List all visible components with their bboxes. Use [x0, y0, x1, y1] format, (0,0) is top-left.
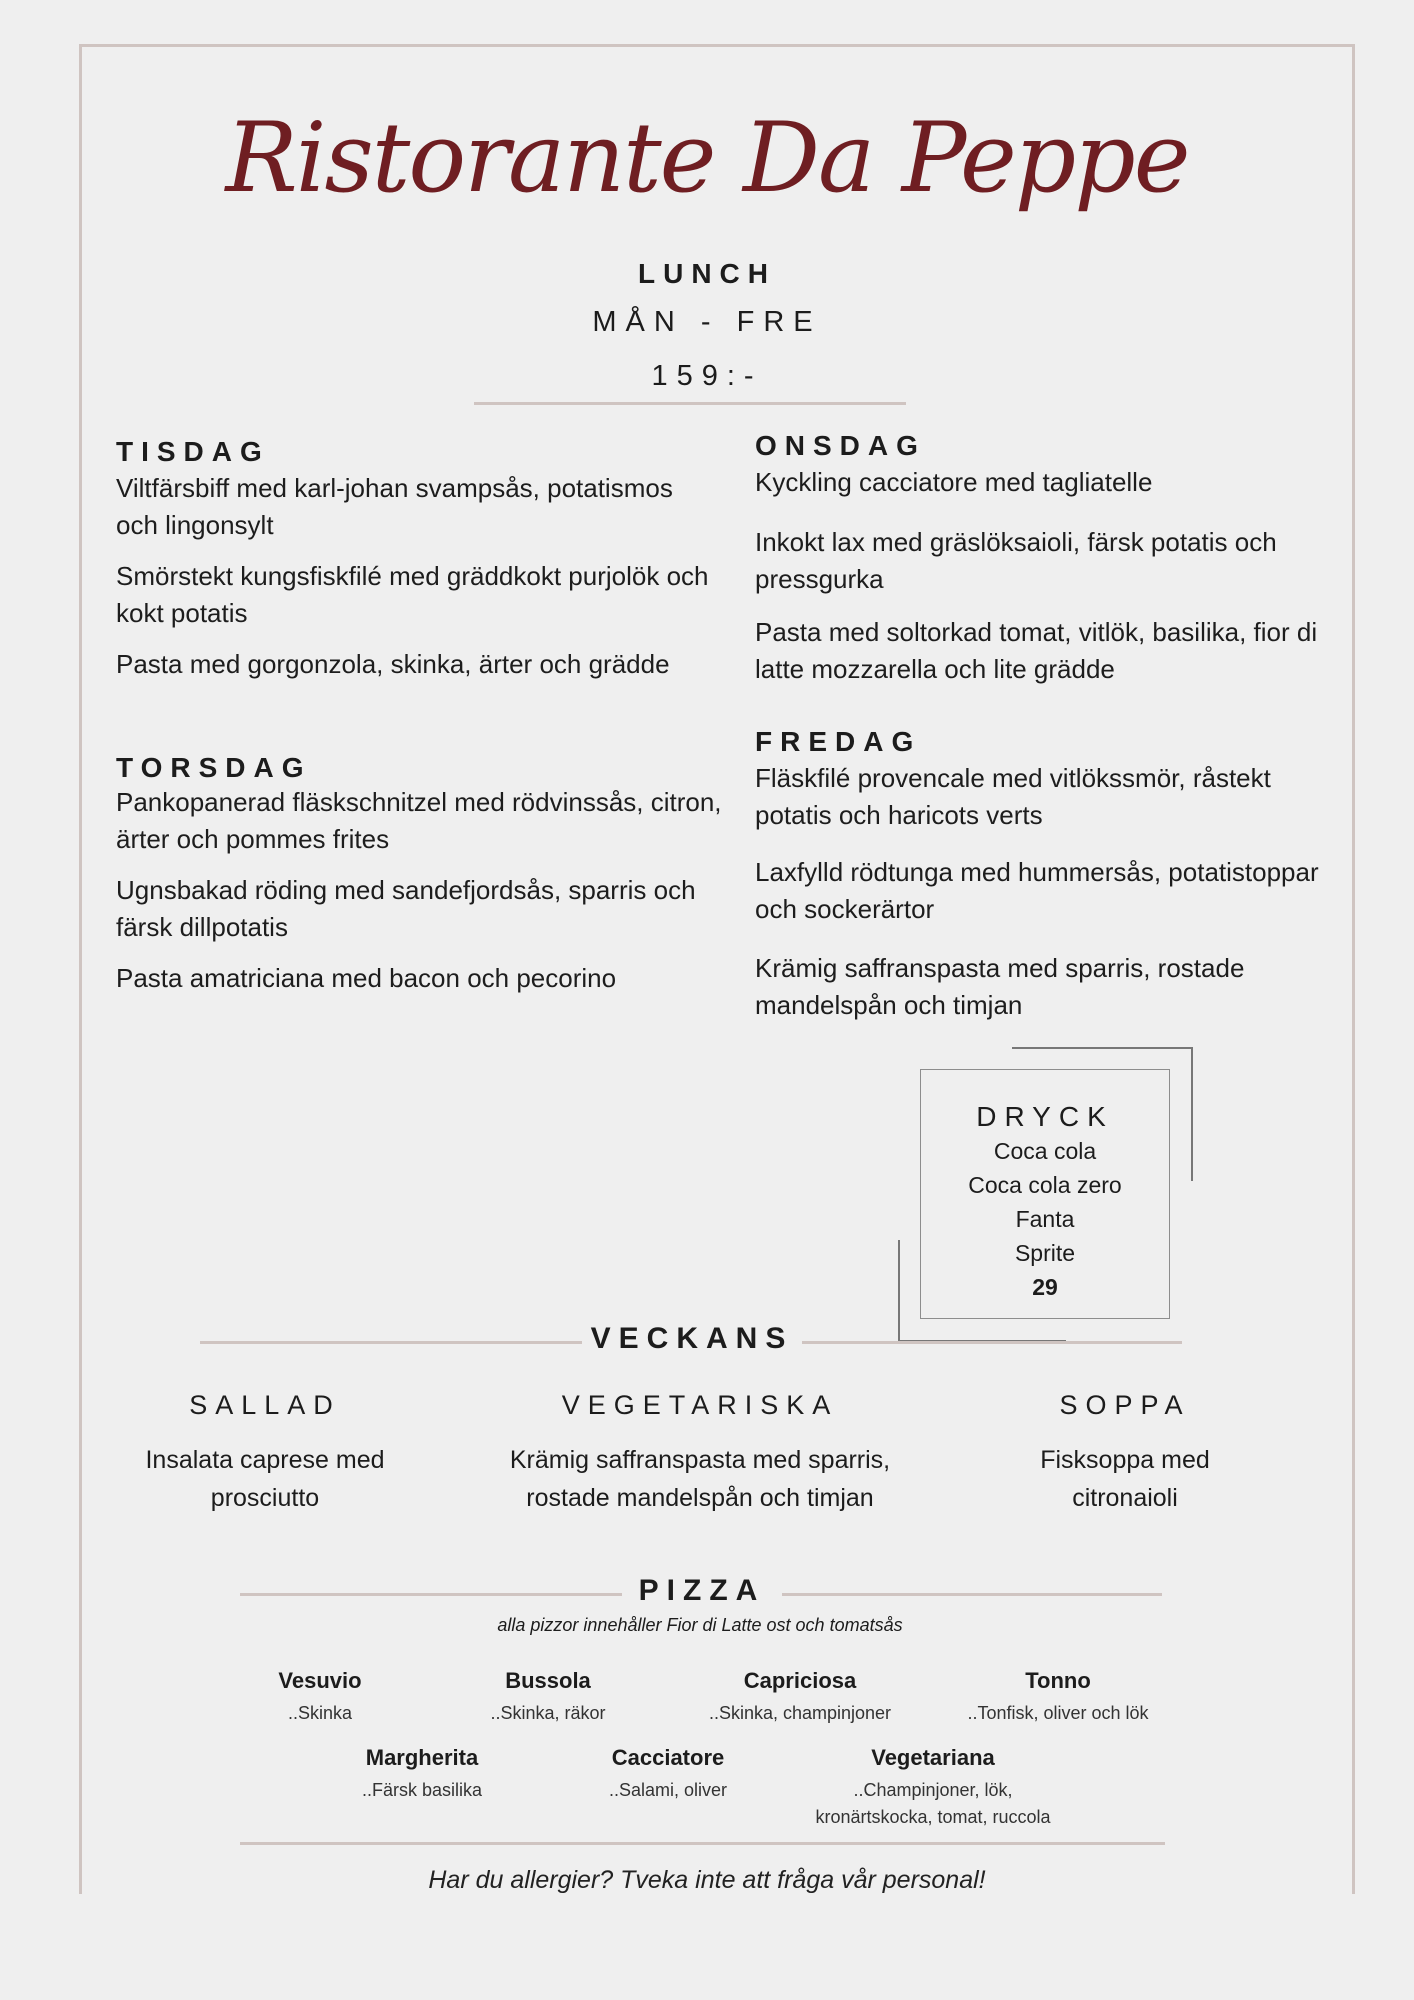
pizza-name: Tonno — [1025, 1668, 1091, 1693]
dish-item: Krämig saffranspasta med sparris, rostade mandelspån och timjan — [755, 953, 1245, 1020]
day-heading: FREDAG — [755, 726, 922, 757]
pizza-toppings: ..Skinka — [287, 1703, 353, 1723]
day-fredag — [755, 726, 1325, 1024]
pizza-item — [948, 1668, 1168, 1727]
dish-item: Pasta amatriciana med bacon och pecorino — [116, 963, 617, 993]
weekly-soppa — [1000, 1390, 1250, 1517]
day-heading: TISDAG — [116, 436, 270, 467]
pizza-toppings: ..Tonfisk, oliver och lök — [967, 1703, 1149, 1723]
pizza-item — [322, 1745, 522, 1804]
section-rule — [200, 1341, 582, 1344]
pizza-name: Vegetariana — [871, 1745, 995, 1770]
category-heading: SALLAD — [189, 1390, 341, 1420]
section-rule — [240, 1593, 622, 1596]
pizza-name: Margherita — [365, 1745, 479, 1770]
footer-divider — [240, 1842, 1165, 1845]
weekly-vegetariska — [490, 1390, 910, 1517]
pizza-item — [568, 1745, 768, 1804]
header-divider — [474, 402, 906, 405]
allergy-note: Har du allergier? Tveka inte att fråga vår personal! — [428, 1866, 986, 1894]
pizza-title: PIZZA — [638, 1574, 766, 1607]
category-heading: SOPPA — [1059, 1390, 1191, 1420]
dish-item: Pankopanerad fläskschnitzel med rödvinssås, citron, ärter och pommes frites — [116, 787, 722, 854]
pizza-name: Cacciatore — [611, 1745, 725, 1770]
pizza-item — [448, 1668, 648, 1727]
weekly-sallad — [115, 1390, 415, 1517]
day-tisdag — [116, 436, 716, 683]
dish-item: Ugnsbakad röding med sandefjordsås, sparris och färsk dillpotatis — [116, 875, 696, 942]
section-rule — [782, 1593, 1162, 1596]
day-heading: TORSDAG — [116, 752, 312, 783]
pizza-toppings: ..Skinka, räkor — [490, 1703, 606, 1723]
pizza-item — [800, 1745, 1066, 1831]
dish-item: Kyckling cacciatore med tagliatelle — [755, 467, 1153, 497]
decor-line — [1012, 1047, 1192, 1049]
restaurant-name: Ristorante Da Peppe — [225, 102, 1189, 214]
category-dish: Insalata caprese med prosciutto — [145, 1446, 385, 1512]
decor-line — [1191, 1047, 1193, 1181]
drink-item: Sprite — [1014, 1240, 1076, 1266]
day-onsdag — [755, 430, 1325, 688]
dish-item: Smörstekt kungsfiskfilé med gräddkokt purjolök och kokt potatis — [116, 561, 709, 628]
pizza-toppings: ..Champinjoner, lök, kronärtskocka, tomat, ruccola — [815, 1780, 1051, 1827]
dish-item: Fläskfilé provencale med vitlökssmör, råstekt potatis och haricots verts — [755, 763, 1271, 830]
dish-item: Laxfylld rödtunga med hummersås, potatistoppar och sockerärtor — [755, 857, 1319, 924]
category-heading: VEGETARISKA — [561, 1390, 839, 1420]
pizza-name: Vesuvio — [278, 1668, 362, 1693]
pizza-note: alla pizzor innehåller Fior di Latte ost och tomatsås — [497, 1615, 903, 1635]
drinks-title: DRYCK — [976, 1101, 1114, 1132]
dish-item: Pasta med gorgonzola, skinka, ärter och grädde — [116, 649, 670, 679]
pizza-toppings: ..Färsk basilika — [361, 1780, 483, 1800]
pizza-item — [230, 1668, 410, 1727]
day-torsdag — [116, 752, 726, 997]
drink-item: Coca cola — [993, 1138, 1097, 1164]
pizza-name: Capriciosa — [743, 1668, 857, 1693]
category-dish: Fisksoppa med citronaioli — [1040, 1446, 1210, 1512]
drinks-price: 29 — [1032, 1274, 1058, 1300]
pizza-toppings: ..Skinka, champinjoner — [708, 1703, 892, 1723]
drink-item: Fanta — [1015, 1206, 1075, 1232]
decor-line — [898, 1240, 900, 1341]
category-dish: Krämig saffranspasta med sparris, rostade mandelspån och timjan — [509, 1446, 891, 1512]
weekly-title: VECKANS — [590, 1322, 794, 1355]
lunch-label: LUNCH — [638, 258, 776, 289]
dish-item: Viltfärsbiff med karl-johan svampsås, potatismos och lingonsylt — [116, 473, 673, 540]
dish-item: Inkokt lax med gräslöksaioli, färsk potatis och pressgurka — [755, 527, 1277, 594]
dish-item: Pasta med soltorkad tomat, vitlök, basilika, fior di latte mozzarella och lite grädde — [755, 617, 1318, 684]
day-heading: ONSDAG — [755, 430, 926, 461]
drinks-box — [920, 1069, 1170, 1319]
drink-item: Coca cola zero — [968, 1172, 1122, 1198]
pizza-toppings: ..Salami, oliver — [608, 1780, 728, 1800]
section-rule — [802, 1341, 1182, 1344]
pizza-item — [680, 1668, 920, 1727]
pizza-name: Bussola — [505, 1668, 591, 1693]
lunch-price: 159:- — [651, 360, 763, 392]
lunch-days: MÅN - FRE — [592, 306, 822, 338]
